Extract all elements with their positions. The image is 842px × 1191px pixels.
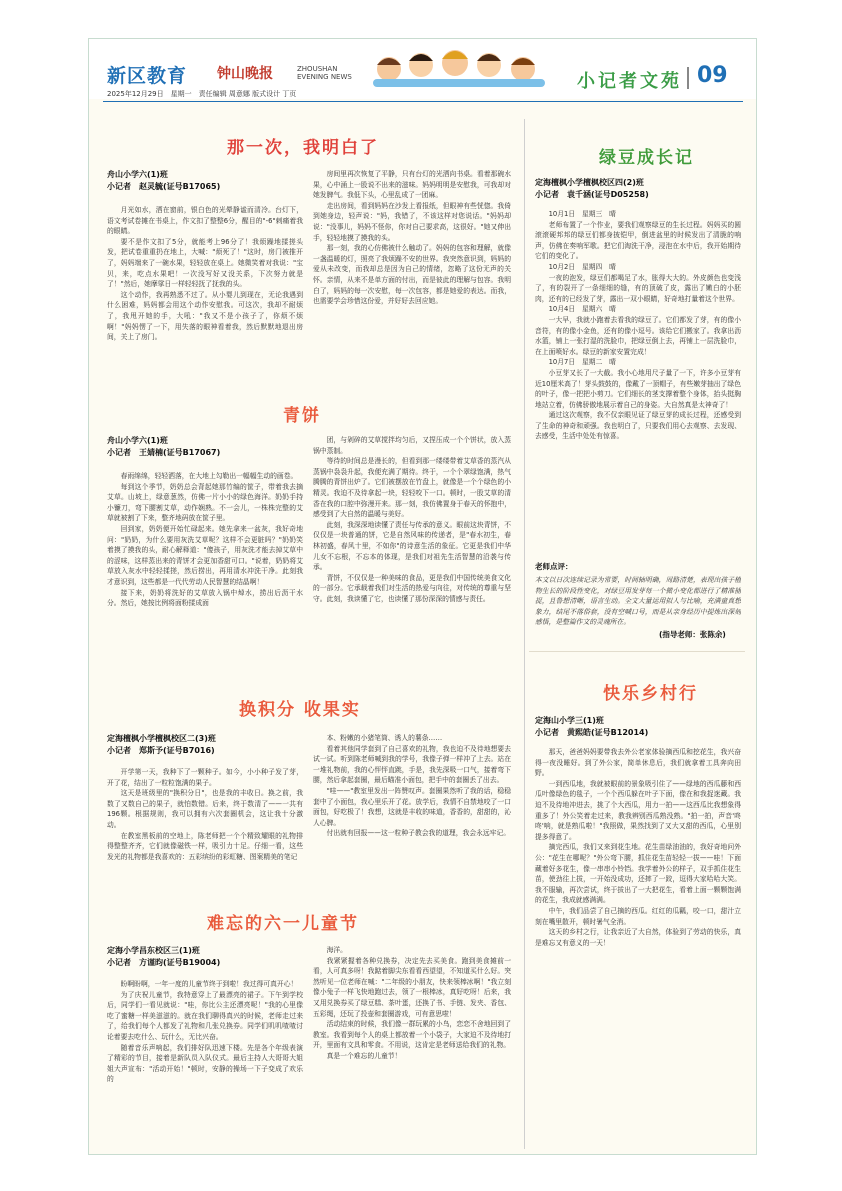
dateline: 2025年12月29日 星期一 责任编辑 周意娜 版式设计 丁页 xyxy=(107,90,297,98)
section-title: 小记者文苑 xyxy=(577,71,682,92)
article-byline: 定海檀枫小学檀枫校区二(3)班 小记者 郑斯予(证号B7016) xyxy=(107,734,216,755)
english-name: ZHOUSHAN EVENING NEWS xyxy=(297,65,352,81)
teacher-comment: 本文以日次连续记录为常要，时间轴明确，周路清楚，表现出孩子植物生长的阶段性变化，对绿豆用发芽每一个微小变化都进行了精准捕捉，且鲁想清晰，语言生动。全文大量运用拟人与比喻，充满童真想象力，结尾不落俗套，没有空喊口号，而是从亲身经历中提炼出深刻感悟，是整篇作文的灵魂所在。 xyxy=(535,576,741,627)
page-number: 09 xyxy=(697,63,728,88)
article-column-1: 春雨绵绵，轻轻洒落，在大地上勾勒出一幅幅生动的画卷。 每到这个季节，奶奶总会背起她那竹编的筐子，带着我去摘艾草。山坡上，绿意葱然，仿佛一片小小的绿色海洋。奶奶手持小镰刀，弯下腰割艾草，动作娴熟。不一会儿，一株株完整的艾草就被割了下来，整齐地码放在筐子里。 回到家，奶奶便开始忙碌起来。她先拿来一盆灰，我好奇地问："奶奶，为什么要用灰洗艾草呢？这样不会更脏吗？"奶奶笑着摸了摸我的头，耐心解释道："傻孩子，用灰洗才能去掉艾草中的涩味，这样蒸出来的青饼才会更加香甜可口。"说着，奶奶将艾草放入灰水中轻轻揉搓，然后捞出，再用清水冲洗干净。此刻我才意识到，这些都是一代代劳动人民智慧的结晶啊！ 接下来，奶奶将洗好的艾草放入锅中焯水，捞出后沥干水分。然后，她按比例将面粉揉成面 xyxy=(107,472,303,608)
article-column-2: 海洋。 我紧紧握着各种兑换券，决定先去买美食。跑到美食摊前一看，人可真多呀！我踮着脚尖东看看西望望，不知道买什么好。突然听见一位老师在喊："二年级的小朋友，快来领棒冰啊！"我立刻像小兔子一样飞快地跑过去，领了一根棒冰，真好吃呀！后来，我又用兑换券买了绿豆糕、茶叶蛋，还换了书、手链、发夹、香包、五彩绳，还玩了投壶和套圈游戏，可有意思啦！ 活动结束的时候，我们像一群玩累的小鸟，恋恋不舍地回到了教室。我看到每个人的桌上都放着一个小袋子，大家迫不及待地打开，里面有文具和零食。不用说，这肯定是老师送给我们的礼物。 真是一个难忘的儿童节！ xyxy=(313,946,511,1060)
article-column-2: 房间里再次恢复了平静，只有台灯的光洒向书桌。看着那碗水果，心中涌上一股说不出来的滋味。妈妈明明是安慰我，可我却对她发脾气。我低下头，心里乱成了一团麻。 走出房间，看到妈妈在沙发上看报纸，但眼神有些恍惚。我倚到她身边，轻声说："妈，我错了，不该这样对您说话。"妈妈却说："没事儿，妈妈不怪你，你对自己要求高，这很好。"她又伸出手，轻轻地摸了摸我的头。 那一刻，我的心仿佛被什么触动了。妈妈的包容和理解，就像一盏温暖的灯，照亮了我烦躁不安的世界。我突然意识到，妈妈的爱从未改变，而我却总是因为自己的情绪，忽略了这份无声的关怀。亲情，从来不是单方面的付出，而是彼此的理解与包容。我明白了，妈妈的每一次安慰，每一次包容，都是她爱的表达。而我，也需要学会珍惜这份爱，并好好去回应她。 xyxy=(313,170,511,306)
publisher-logo: 钟山晚报 xyxy=(217,66,273,82)
article-title: 那一次，我明白了 xyxy=(227,138,379,158)
article-column: 那天，爸爸妈妈要带我去外公老家体验摘西瓜和挖花生，我兴奋得一夜没睡好。到了外公家，简单休息后，我们就拿着工具奔向田野。 一到西瓜地，我就被眼前的景象吸引住了——绿地的西瓜藤和西瓜叶像绿色的毯子，一个个西瓜躲在叶子下面，像在和我捉迷藏。我迫不及待地冲进去，挑了个大西瓜，用力一拍——这西瓜比我想象得重多了！外公笑着走过来，教我辨别西瓜熟没熟。"拍一拍，声音'咚咚'响，就是熟瓜啦！"我照做，果然找到了又大又甜的西瓜，心里别提多得意了。 摘完西瓜，我们又来到花生地。花生苗绿油油的，我好奇地问外公："花生在哪呢？"外公弯下腰，抓住花生苗轻轻一拔——哇！下面藏着好多花生，像一串串小铃铛。我学着外公的样子，双手抓住花生苗，使劲往上拔，一开始没成功，还摔了一跤，逗得大家哈哈大笑。我不服输，再次尝试，终于拔出了一大把花生，看着上面一颗颗饱满的花生，我成就感满满。 中午，我们品尝了自己摘的西瓜。红红的瓜瓤，咬一口，甜汁立刻在嘴里散开，顿时暑气全消。 这天的乡村之行，让我亲近了大自然，体验到了劳动的快乐，真是难忘又有意义的一天！ xyxy=(535,748,741,947)
article-column-2: 团，与剁碎的艾草搅拌均匀后，又捏压成一个个饼状，放入蒸锅中蒸制。 等待的时间总是漫长的，但看到那一缕缕带着艾草香的蒸汽从蒸锅中袅袅升起，我便充满了期待。终于，一个个翠绿饱满，热气腾腾的青饼出炉了。它们被摆放在竹盘上，就像是一个个绿色的小精灵。我迫不及待拿起一块，轻轻咬下一口。顿时，一股艾草的清香在我的口腔中弥漫开来。那一刻，我仿佛置身于春天的怀抱中，感受到了大自然的温暖与美好。 此刻，我深深地读懂了责任与传承的意义。眼前这块青饼，不仅仅是一块普通的饼，它是自然风味的传递者，是"春水初生，春林初盛，春风十里，不如你"的诗意生活的象征。它更是我们中华儿女不忘根，不忘本的体现，是我们对祖先生活智慧的沿袭与传承。 青饼，不仅仅是一种美味的食品，更是我们中国传统美食文化的一部分。它承载着我们对生活的热爱与向往，对传统的尊重与坚守。此刻，我读懂了它，也读懂了那份深深的情感与责任。 xyxy=(313,436,511,603)
newspaper-logo: 新区教育 xyxy=(107,65,188,87)
article-title: 难忘的六一儿童节 xyxy=(207,914,359,934)
article-column: 10月1日 星期三 晴 老师布置了一个作业，要我们观察绿豆的生长过程。妈妈买的圆滚滚硬邦邦的绿豆们都身披铠甲，倒进盆里的时候发出了清脆的响声，仿佛在奏响军歌。把它们淘洗干净，浸泡在水中后，我开始期待它们的变化了。 10月2日 星期四 晴 一夜的泡发，绿豆们都喝足了水，胀得大大的。外皮颜色也变浅了，有的裂开了一条细细的缝，有的顶破了皮，露出了嫩白的小胚肉，还有的已经发了芽，露出一双小眼睛，好奇地打量着这个世界。 10月4日 星期六 晴 一大早，我就小跑着去看我的绿豆了。它们都发了芽，有的像小音符，有的像小金鱼，还有的像小逗号。该给它们搬家了。我拿出沥水篮，铺上一张打湿的洗脸巾，把绿豆倒上去，再铺上一层洗脸巾，在上面喷好水。绿豆的新家安置完成！ 10月7日 星期二 晴 小豆芽又长了一大截。我小心地用尺子量了一下，许多小豆芽有近10厘米高了！芽头鼓鼓的，像戴了一顶帽子，有些嫩芽抽出了绿色的叶子，像一把把小剪刀。它们细长的茎支撑着整个身体，抬头挺胸地站立着，仿佛骄傲地展示着自己的身姿。大自然真是太神奇了！ 通过这次观察，我不仅亲眼见证了绿豆芽的成长过程，还感受到了生命的神奇和顽强。我也明白了，只要我们用心去观察、去发现、去感受，生活中处处有惊喜。 xyxy=(535,210,741,441)
column-divider xyxy=(524,119,525,1149)
newspaper-page xyxy=(88,38,757,1155)
teacher-comment-heading: 老师点评： xyxy=(535,562,573,571)
article-byline: 定海山小学三(1)班 小记者 黄熙皓(证号B12014) xyxy=(535,716,649,737)
article-column-2: 本、粉嫩的小猪笔筒、诱人的薯条…… 看着其他同学套到了自己喜欢的礼物，我也迫不及待地想要去试一试。听到陈老师喊到我的学号，我像子弹一样冲了上去。站在一堆礼物前，我的心怦怦直跳，手是，我先深吸一口气，接着弯下腰，然后拿起套圈，最后瞄准小面包，把手中的套圈丢了出去。 "哇——"教室里发出一阵赞叹声。套圈果然听了我的话，稳稳套中了小面包，我心里乐开了花。放学后，我情不自禁地咬了一口面包，好吃极了！我想，这就是丰收的味道，香香的，甜甜的，沁人心脾。 付出就有回报——这一粒种子教会我的道理，我会永远牢记。 xyxy=(313,734,511,838)
masthead xyxy=(89,39,756,99)
article-column-1: 月光如水，洒在窗前，银白色的光晕静谧而清冷。台灯下，语文考试卷摊在书桌上，作文扣了整整6分，醒目的"-6"刺痛着我的眼睛。 要不是作文扣了5分，就能考上96分了！我烦躁地揉搓头发，把试卷重重扔在地上，大喊："烦死了！"这时，房门被推开了，妈妈端来了一碗水果，轻轻放在桌上。她微笑着对我说："宝贝，来，吃点水果吧！一次没写好又没关系，下次努力就是了！"然后，她摩挲日一样轻轻抚了抚我的头。 这个动作，我再熟悉不过了。从小婴儿到现在，无论我遇到什么困难，妈妈都会用这个动作安慰我。可这次，我却不耐烦了，我甩开她的手，大吼："我又不是小孩子了，你烦不烦啊！"妈妈愣了一下，用失落的眼神看着我，然后默默地退出房间，关上了房门。 xyxy=(107,206,303,342)
article-title: 绿豆成长记 xyxy=(599,148,694,168)
article-byline: 定海檀枫小学檀枫校区四(2)班 小记者 袁千涵(证号D05258) xyxy=(535,178,649,199)
article-column-1: 盼啊盼啊，一年一度的儿童节终于到啦！我过得可真开心！ 为了庆祝儿童节，我特意穿上了最漂亮的裙子。下午到学校后，同学们一看见就说："哇，你比公主还漂亮呢！"我的心里像吃了蜜糖一样美滋滋的。就在我们聊得真兴的时候，老师走过来了，给我们每个人都发了礼物和几张兑换券。同学们叽叽喳喳讨论着要去吃什么、玩什么，无比兴奋。 随着音乐声响起，我们排好队迅速下楼。先是各个年级表演了精彩的节目，接着是新队员入队仪式。最后主持人大哥哥大姐姐大声宣布："活动开始！"顿时，安静的操场一下子变成了欢乐的 xyxy=(107,980,303,1084)
article-title: 青饼 xyxy=(283,406,321,426)
children-illustration-icon xyxy=(359,43,559,87)
article-title: 快乐乡村行 xyxy=(603,684,698,704)
article-byline: 定海小学昌东校区三(1)班 小记者 方谨昀(证号B19004) xyxy=(107,946,221,967)
masthead-rule xyxy=(103,101,743,102)
article-title: 换积分 收果实 xyxy=(239,700,361,720)
title-divider xyxy=(687,67,689,89)
article-column-1: 开学第一天，我种下了一颗种子。如今，小小种子发了芽，开了花，结出了一粒粒饱满的果子。 这天是班级里的"换积分日"，也是我的丰收日。换之前，我数了又数自己的果子，就怕数错。后来，终于数清了——一共有196颗。根据规则，我可以拥有六次套圈机会，这让我十分激动。 在教室黑板前的空地上，陈老师把一个个精致耀眼的礼物排得整整齐齐，它们就像磁铁一样，吸引力十足。仔细一看，这些发光的礼物都是我喜欢的：五彩缤纷的彩虹糖、图案精美的笔记 xyxy=(107,768,303,861)
section-divider xyxy=(529,651,745,652)
article-byline: 舟山小学六(1)班 小记者 王婧楠(证号B17067) xyxy=(107,436,221,457)
teacher-signature: (指导老师：张陈余) xyxy=(659,630,726,639)
article-byline: 舟山小学六(1)班 小记者 赵灵毓(证号B17065) xyxy=(107,170,221,191)
